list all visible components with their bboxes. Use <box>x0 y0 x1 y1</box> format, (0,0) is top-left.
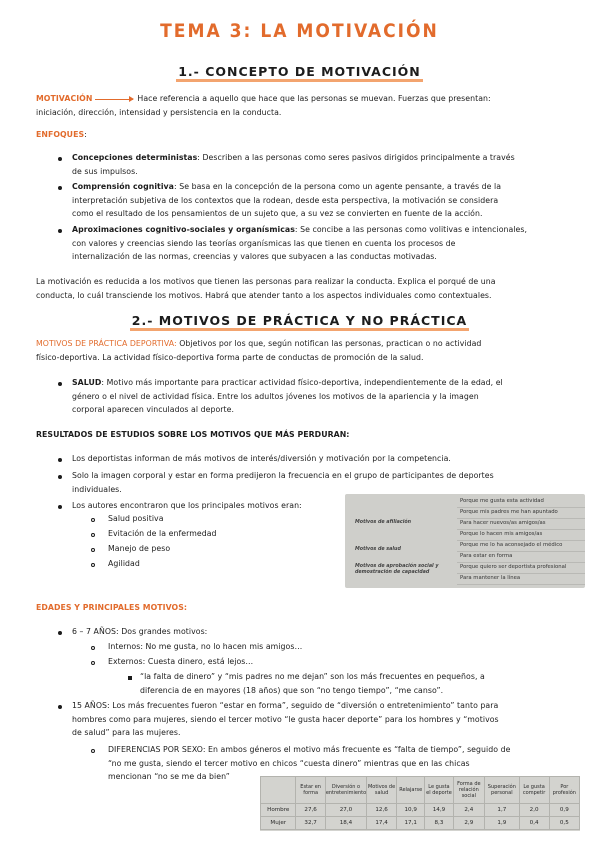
section-heading-2 <box>0 313 599 328</box>
diferencias-line: DIFERENCIAS POR SEXO: En ambos géneros el motivo más frecuente es “falta de tiempo”, seguido de <box>108 745 511 754</box>
motives-table-photo <box>345 494 585 588</box>
motives-by-sex-table-photo <box>260 776 580 831</box>
table-cell: 12,6 <box>367 804 397 817</box>
table-header-cell: Por profesión <box>549 777 579 804</box>
table-header-cell: Forma de relación social <box>453 777 485 804</box>
motivacion-definition <box>36 92 576 106</box>
bullet-icon <box>58 705 62 709</box>
table-header-cell: Le gusta competir <box>519 777 549 804</box>
resultado-item-2 <box>72 469 494 496</box>
table-cell: 1,7 <box>485 804 519 817</box>
table-row <box>261 804 580 817</box>
bullet-icon <box>58 475 62 479</box>
motivacion-text-2: iniciación, dirección, intensidad y persistencia en la conducta. <box>36 108 282 117</box>
table-header-cell: Le gusta el deporte <box>425 777 453 804</box>
enfoque-term: Aproximaciones cognitivo-sociales y organísmicas <box>72 225 295 234</box>
table-cell: 17,4 <box>367 817 397 830</box>
motive-row: Porque quiero ser deportista profesional <box>457 562 585 574</box>
motive-group-label: Motivos de aprobación social y demostración de capacidad <box>355 564 439 575</box>
motive-group-label: Motivos de afiliación <box>355 520 412 525</box>
table-cell: 0,5 <box>549 817 579 830</box>
section-heading-1 <box>0 64 599 79</box>
diferencias-line: “no me gusta, siendo el tercer motivo en chicos “cuesta dinero” mientras que en las chicas <box>108 758 470 768</box>
motive-row: Porque mis padres me han apuntado <box>457 507 585 519</box>
paragraph-line: La motivación es reducida a los motivos que tienen las personas para realizar la conducta. Explica el porqué de una <box>36 277 496 286</box>
motive-row: Para hacer nuevos/as amigos/as <box>457 518 585 530</box>
motive-group-label: Motivos de salud <box>355 547 401 552</box>
resultado-line: individuales. <box>72 484 122 494</box>
page-title: TEMA 3: LA MOTIVACIÓN <box>160 20 439 42</box>
resultado-line: Solo la imagen corporal y estar en forma predijeron la frecuencia en el grupo de participantes de deportes <box>72 471 494 480</box>
bullet-icon <box>58 458 62 462</box>
enfoque-item-3 <box>72 223 527 264</box>
table-cell: 8,3 <box>425 817 453 830</box>
circle-bullet-icon <box>91 533 95 537</box>
table-cell: Mujer <box>261 817 296 830</box>
sub-item: Salud positiva <box>108 514 164 523</box>
salud-item <box>72 376 503 417</box>
table-cell: 2,0 <box>519 804 549 817</box>
enfoque-term: Comprensión cognitiva <box>72 182 174 191</box>
edades-heading: EDADES Y PRINCIPALES MOTIVOS: <box>36 603 188 612</box>
quote-line: “la falta de dinero” y “mis padres no me dejan” son los más frecuentes en pequeños, a <box>140 672 485 681</box>
table-cell: 0,4 <box>519 817 549 830</box>
circle-bullet-icon <box>91 661 95 665</box>
table-header-cell: Motivos de salud <box>367 777 397 804</box>
table-cell: 18,4 <box>325 817 366 830</box>
motive-row: Porque lo hacen mis amigos/as <box>457 529 585 541</box>
resultado-item-3: Los autores encontraron que los principales motivos eran: <box>72 501 302 510</box>
sub-item: Agilidad <box>108 559 140 568</box>
table-cell: 0,9 <box>549 804 579 817</box>
enfoques-colon: : <box>84 130 87 139</box>
circle-bullet-icon <box>91 518 95 522</box>
bullet-icon <box>58 505 62 509</box>
salud-line: corporal aparecen vinculados al deporte. <box>72 405 235 414</box>
table-header-cell: Superación personal <box>485 777 519 804</box>
diferencias-line: mencionan “no se me da bien” <box>108 772 230 781</box>
table-header-cell: Relajarse <box>396 777 424 804</box>
age15-line: de salud” para las mujeres. <box>72 728 181 737</box>
resultados-heading: RESULTADOS DE ESTUDIOS SOBRE LOS MOTIVOS QUE MÁS PERDURAN: <box>36 430 350 439</box>
table-cell: 1,9 <box>485 817 519 830</box>
resultado-item-1: Los deportistas informan de más motivos de interés/diversión y motivación por la competencia. <box>72 454 451 463</box>
age-6-7-item <box>72 625 207 639</box>
section-heading-2-text: 2.- MOTIVOS DE PRÁCTICA Y NO PRÁCTICA <box>130 313 469 331</box>
sub-item: Evitación de la enfermedad <box>108 529 217 538</box>
enfoque-line: : Se basa en la concepción de la persona como un agente pensante, a través de la <box>173 182 502 191</box>
table-header-cell: Diversión o entretenimiento <box>325 777 366 804</box>
table-cell: 2,9 <box>453 817 485 830</box>
enfoque-line: : Describen a las personas como seres pasivos dirigidos principalmente a través <box>197 153 515 162</box>
age-term: 6 – 7 AÑOS <box>72 627 117 636</box>
enfoque-line: interpretación subjetiva de los contextos que la rodean, desde esta perspectiva, la motivación se considera <box>72 195 499 205</box>
paragraph-line: conducta, lo cuál transciende los motivos. Habrá que atender tanto a los aspectos individuales como contextuales. <box>36 290 492 300</box>
sub-item: Manejo de peso <box>108 544 171 553</box>
bullet-icon <box>58 631 62 635</box>
enfoque-line: : Se concibe a las personas como volitivas e intencionales, <box>294 225 528 234</box>
enfoque-line: internalización de las normas, creencias y valores que subyacen a las conductas motivadas. <box>72 252 437 261</box>
motive-row: Porque me lo ha aconsejado el médico <box>457 540 585 552</box>
enfoque-item-1 <box>72 151 515 178</box>
bullet-icon <box>58 229 62 233</box>
circle-bullet-icon <box>91 749 95 753</box>
quote-line: diferencia de en mayores (18 años) que son “no tengo tiempo”, “me canso”. <box>140 685 444 695</box>
enfoque-line: de sus impulsos. <box>72 166 138 176</box>
salud-term: SALUD <box>72 378 102 387</box>
motivacion-label: MOTIVACIÓN <box>36 94 93 103</box>
table-row <box>261 817 580 830</box>
motivos-text-1: Objetivos por los que, según notifican las personas, practican o no actividad <box>176 339 482 348</box>
bullet-icon <box>58 382 62 386</box>
table-cell: Hombre <box>261 804 296 817</box>
bullet-icon <box>58 157 62 161</box>
quote-item <box>140 670 485 697</box>
motives-by-sex-table <box>260 776 580 830</box>
circle-bullet-icon <box>91 563 95 567</box>
circle-bullet-icon <box>91 646 95 650</box>
table-cell: 32,7 <box>296 817 325 830</box>
motive-row: Para mantener la línea <box>457 573 585 585</box>
age15-line: hombres como para mujeres, siendo el tercer motivo “le gusta hacer deporte” para los hombres y “motivos <box>72 714 499 724</box>
motivos-definition <box>36 337 576 351</box>
enfoque-item-2 <box>72 180 501 221</box>
motivos-text-2: físico-deportiva. La actividad físico-deportiva forma parte de conductas de promoción de la salud. <box>36 353 424 362</box>
table-header-cell <box>261 777 296 804</box>
circle-bullet-icon <box>91 548 95 552</box>
enfoque-term: Concepciones deterministas <box>72 153 198 162</box>
age-rest: : Dos grandes motivos: <box>116 627 208 636</box>
square-bullet-icon <box>128 676 132 680</box>
arrow-icon <box>95 99 133 100</box>
table-header-row <box>261 777 580 804</box>
age-15-item <box>72 699 499 740</box>
table-header-cell: Estar en forma <box>296 777 325 804</box>
motive-row: Para estar en forma <box>457 551 585 563</box>
table-cell: 17,1 <box>396 817 424 830</box>
enfoques-heading <box>36 128 87 142</box>
salud-line: : Motivo más importante para practicar actividad físico-deportiva, independientemente de la edad, el <box>101 378 503 387</box>
motivacion-text-1: Hace referencia a aquello que hace que las personas se muevan. Fuerzas que presentan: <box>137 94 491 103</box>
enfoques-label: ENFOQUES <box>36 130 85 139</box>
paragraph-1 <box>36 275 496 302</box>
bullet-icon <box>58 186 62 190</box>
age15-line: 15 AÑOS: Los más frecuentes fueron “estar en forma”, seguido de “diversión o entretenimiento” tanto para <box>72 701 499 710</box>
enfoque-line: como el resultado de los pensamientos de un sujeto que, a su vez se convierten en fuente de la acción. <box>72 209 483 218</box>
motivos-label: MOTIVOS DE PRÁCTICA DEPORTIVA: <box>36 339 177 348</box>
section-heading-1-text: 1.- CONCEPTO DE MOTIVACIÓN <box>176 64 423 82</box>
table-cell: 27,6 <box>296 804 325 817</box>
table-cell: 10,9 <box>396 804 424 817</box>
salud-line: género o el nivel de actividad física. Entre los adultos jóvenes los motivos de la apariencia y la imagen <box>72 391 479 401</box>
table-cell: 27,0 <box>325 804 366 817</box>
table-cell: 14,9 <box>425 804 453 817</box>
externos-item: Externos: Cuesta dinero, está lejos… <box>108 657 254 666</box>
motive-row: Porque me gusta esta actividad <box>457 496 585 508</box>
enfoque-line: con valores y creencias siendo las teorías organísmicas las que tienen en cuenta los procesos de <box>72 238 456 248</box>
table-cell: 2,4 <box>453 804 485 817</box>
internos-item: Internos: No me gusta, no lo hacen mis amigos… <box>108 642 303 651</box>
